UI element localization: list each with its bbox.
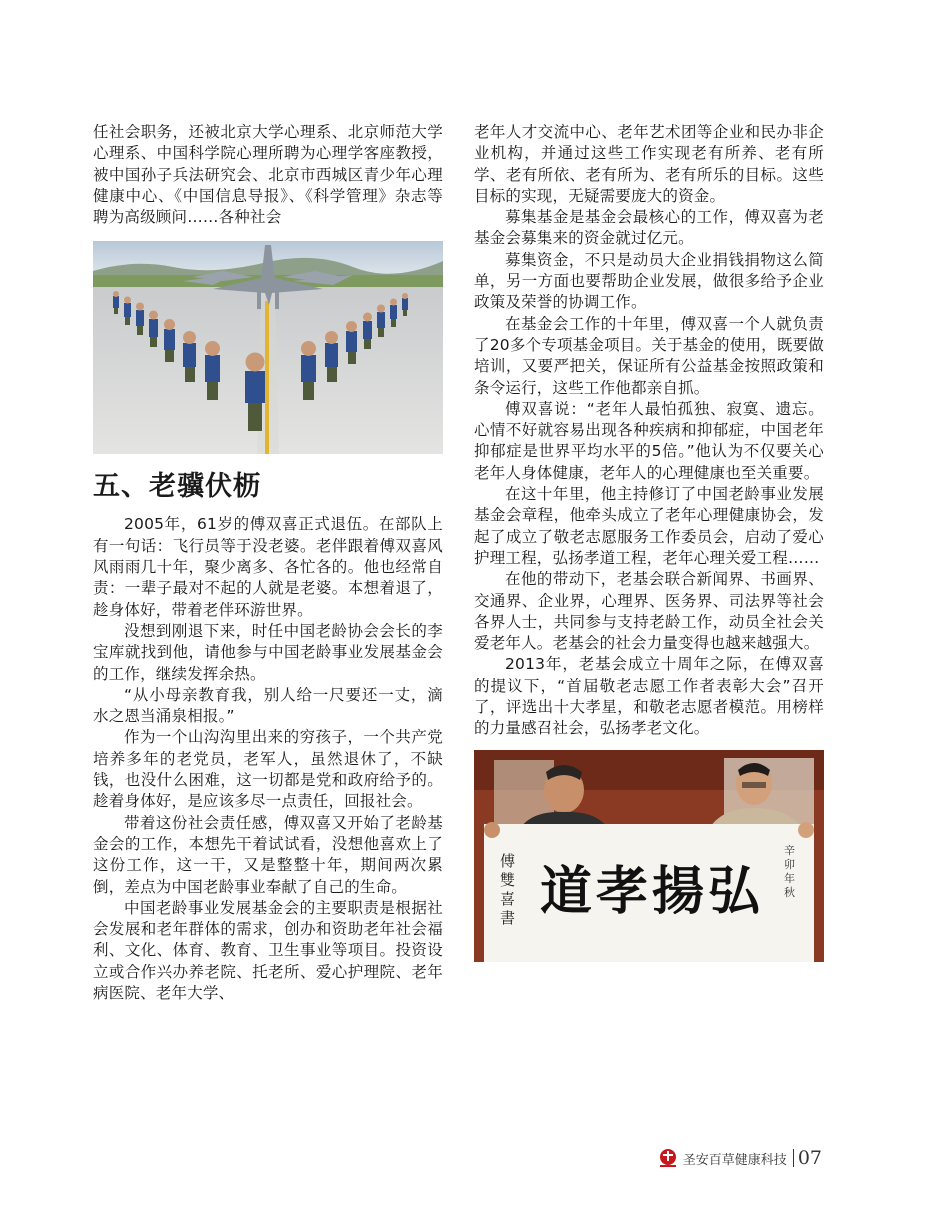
paragraph: 中国老龄事业发展基金会的主要职责是根据社会发展和老年群体的需求，创办和资助老年社会福利、文化、体育、教育、卫生事业等项目。投资设立或合作兴办养老院、托老所、爱心护理院、老年病医院、老年大学、 — [93, 898, 443, 1003]
right-column — [474, 122, 824, 962]
footer-brand: 圣安百草健康科技 — [682, 1152, 787, 1168]
photo-pilots-and-jets — [93, 241, 443, 454]
paragraph: 任社会职务，还被北京大学心理系、北京师范大学心理系、中国科学院心理所聘为心理学客座教授，被中国孙子兵法研究会、北京市西城区青少年心理健康中心、《中国信息导报》、《科学管理》杂志等聘为高级顾问……各种社会 — [93, 123, 443, 227]
footer-divider — [793, 1149, 794, 1167]
quote-paragraph: “从小母亲教育我，别人给一尺要还一丈，滴水之恩当涌泉相报。” — [93, 685, 443, 726]
left-column — [93, 122, 443, 1004]
photo-calligraphy — [474, 750, 824, 962]
page-footer — [657, 1143, 822, 1173]
paragraph: 2013年，老基会成立十周年之际，在傅双喜的提议下，“首届敬老志愿工作者表彰大会”召开了，评选出十大孝星，和敬老志愿者模范。用榜样的力量感召社会，弘扬孝老文化。 — [474, 655, 824, 738]
brand-logo-icon — [657, 1147, 679, 1169]
paragraph: 没想到刚退下来，时任中国老龄协会会长的李宝库就找到他，请他参与中国老龄事业发展基金会的工作，继续发挥余热。 — [93, 621, 443, 683]
page-number: 07 — [797, 1147, 822, 1169]
calligraphy-right-inscription: 辛卯年秋 — [784, 843, 796, 899]
paragraph: 老年人才交流中心、老年艺术团等企业和民办非企业机构，并通过这些工作实现老有所养、老有所学、老有所依、老有所为、老有所乐的目标。这些目标的实现，无疑需要庞大的资金。 — [474, 123, 824, 205]
paragraph: 在这十年里，他主持修订了中国老龄事业发展基金会章程，他牵头成立了老年心理健康协会，发起了成立了敬老志愿服务工作委员会，启动了爱心护理工程，弘扬孝道工程，老年心理关爱工程…… — [474, 485, 824, 567]
paragraph: 募集资金，不只是动员大企业捐钱捐物这么简单，另一方面也要帮助企业发展，做很多给予企业政策及荣誉的协调工作。 — [474, 250, 824, 312]
paragraph: 傅双喜说：“老年人最怕孤独、寂寞、遗忘。心情不好就容易出现各种疾病和抑郁症，中国老年抑郁症是世界平均水平的5倍。”他认为不仅要关心老年人身体健康，老年人的心理健康也至关重要。 — [474, 399, 824, 482]
section-heading: 五、老骥伏枥 — [93, 471, 261, 503]
calligraphy-left-inscription: 傅雙喜書 — [500, 851, 516, 927]
paragraph: 2005年，61岁的傅双喜正式退伍。在部队上有一句话：飞行员等于没老婆。老伴跟着傅双喜风风雨雨几十年，聚少离多、各忙各的。他也经常自责：一辈子最对不起的人就是老婆。本想着退了，趁身体好，带着老伴环游世界。 — [93, 515, 443, 619]
paragraph: 在基金会工作的十年里，傅双喜一个人就负责了20多个专项基金项目。关于基金的使用，既要做培训，又要严把关，保证所有公益基金按照政策和条令运行，这些工作他都亲自抓。 — [474, 314, 824, 397]
paragraph: 在他的带动下，老基会联合新闻界、书画界、交通界、企业界，心理界、医务界、司法界等社会各界人士，共同参与支持老龄工作，动员全社会关爱老年人。老基会的社会力量变得也越来越强大。 — [474, 570, 824, 653]
calligraphy-main-text: 弘揚孝道 — [539, 860, 764, 922]
pilots-jets-image — [93, 241, 443, 454]
calligraphy-image — [474, 750, 824, 962]
paragraph: 带着这份社会责任感，傅双喜又开始了老龄基金会的工作，本想先干着试试看，没想他喜欢上了这份工作，这一干，又是整整十年，期间两次累倒，差点为中国老龄事业奉献了自己的生命。 — [93, 813, 443, 896]
paragraph: 募集基金是基金会最核心的工作，傅双喜为老基金会募集来的资金就过亿元。 — [474, 208, 824, 248]
paragraph: 作为一个山沟沟里出来的穷孩子，一个共产党培养多年的老党员，老军人，虽然退休了，不缺钱，也没什么困难，这一切都是党和政府给予的。趁着身体好，是应该多尽一点责任，回报社会。 — [93, 728, 443, 811]
